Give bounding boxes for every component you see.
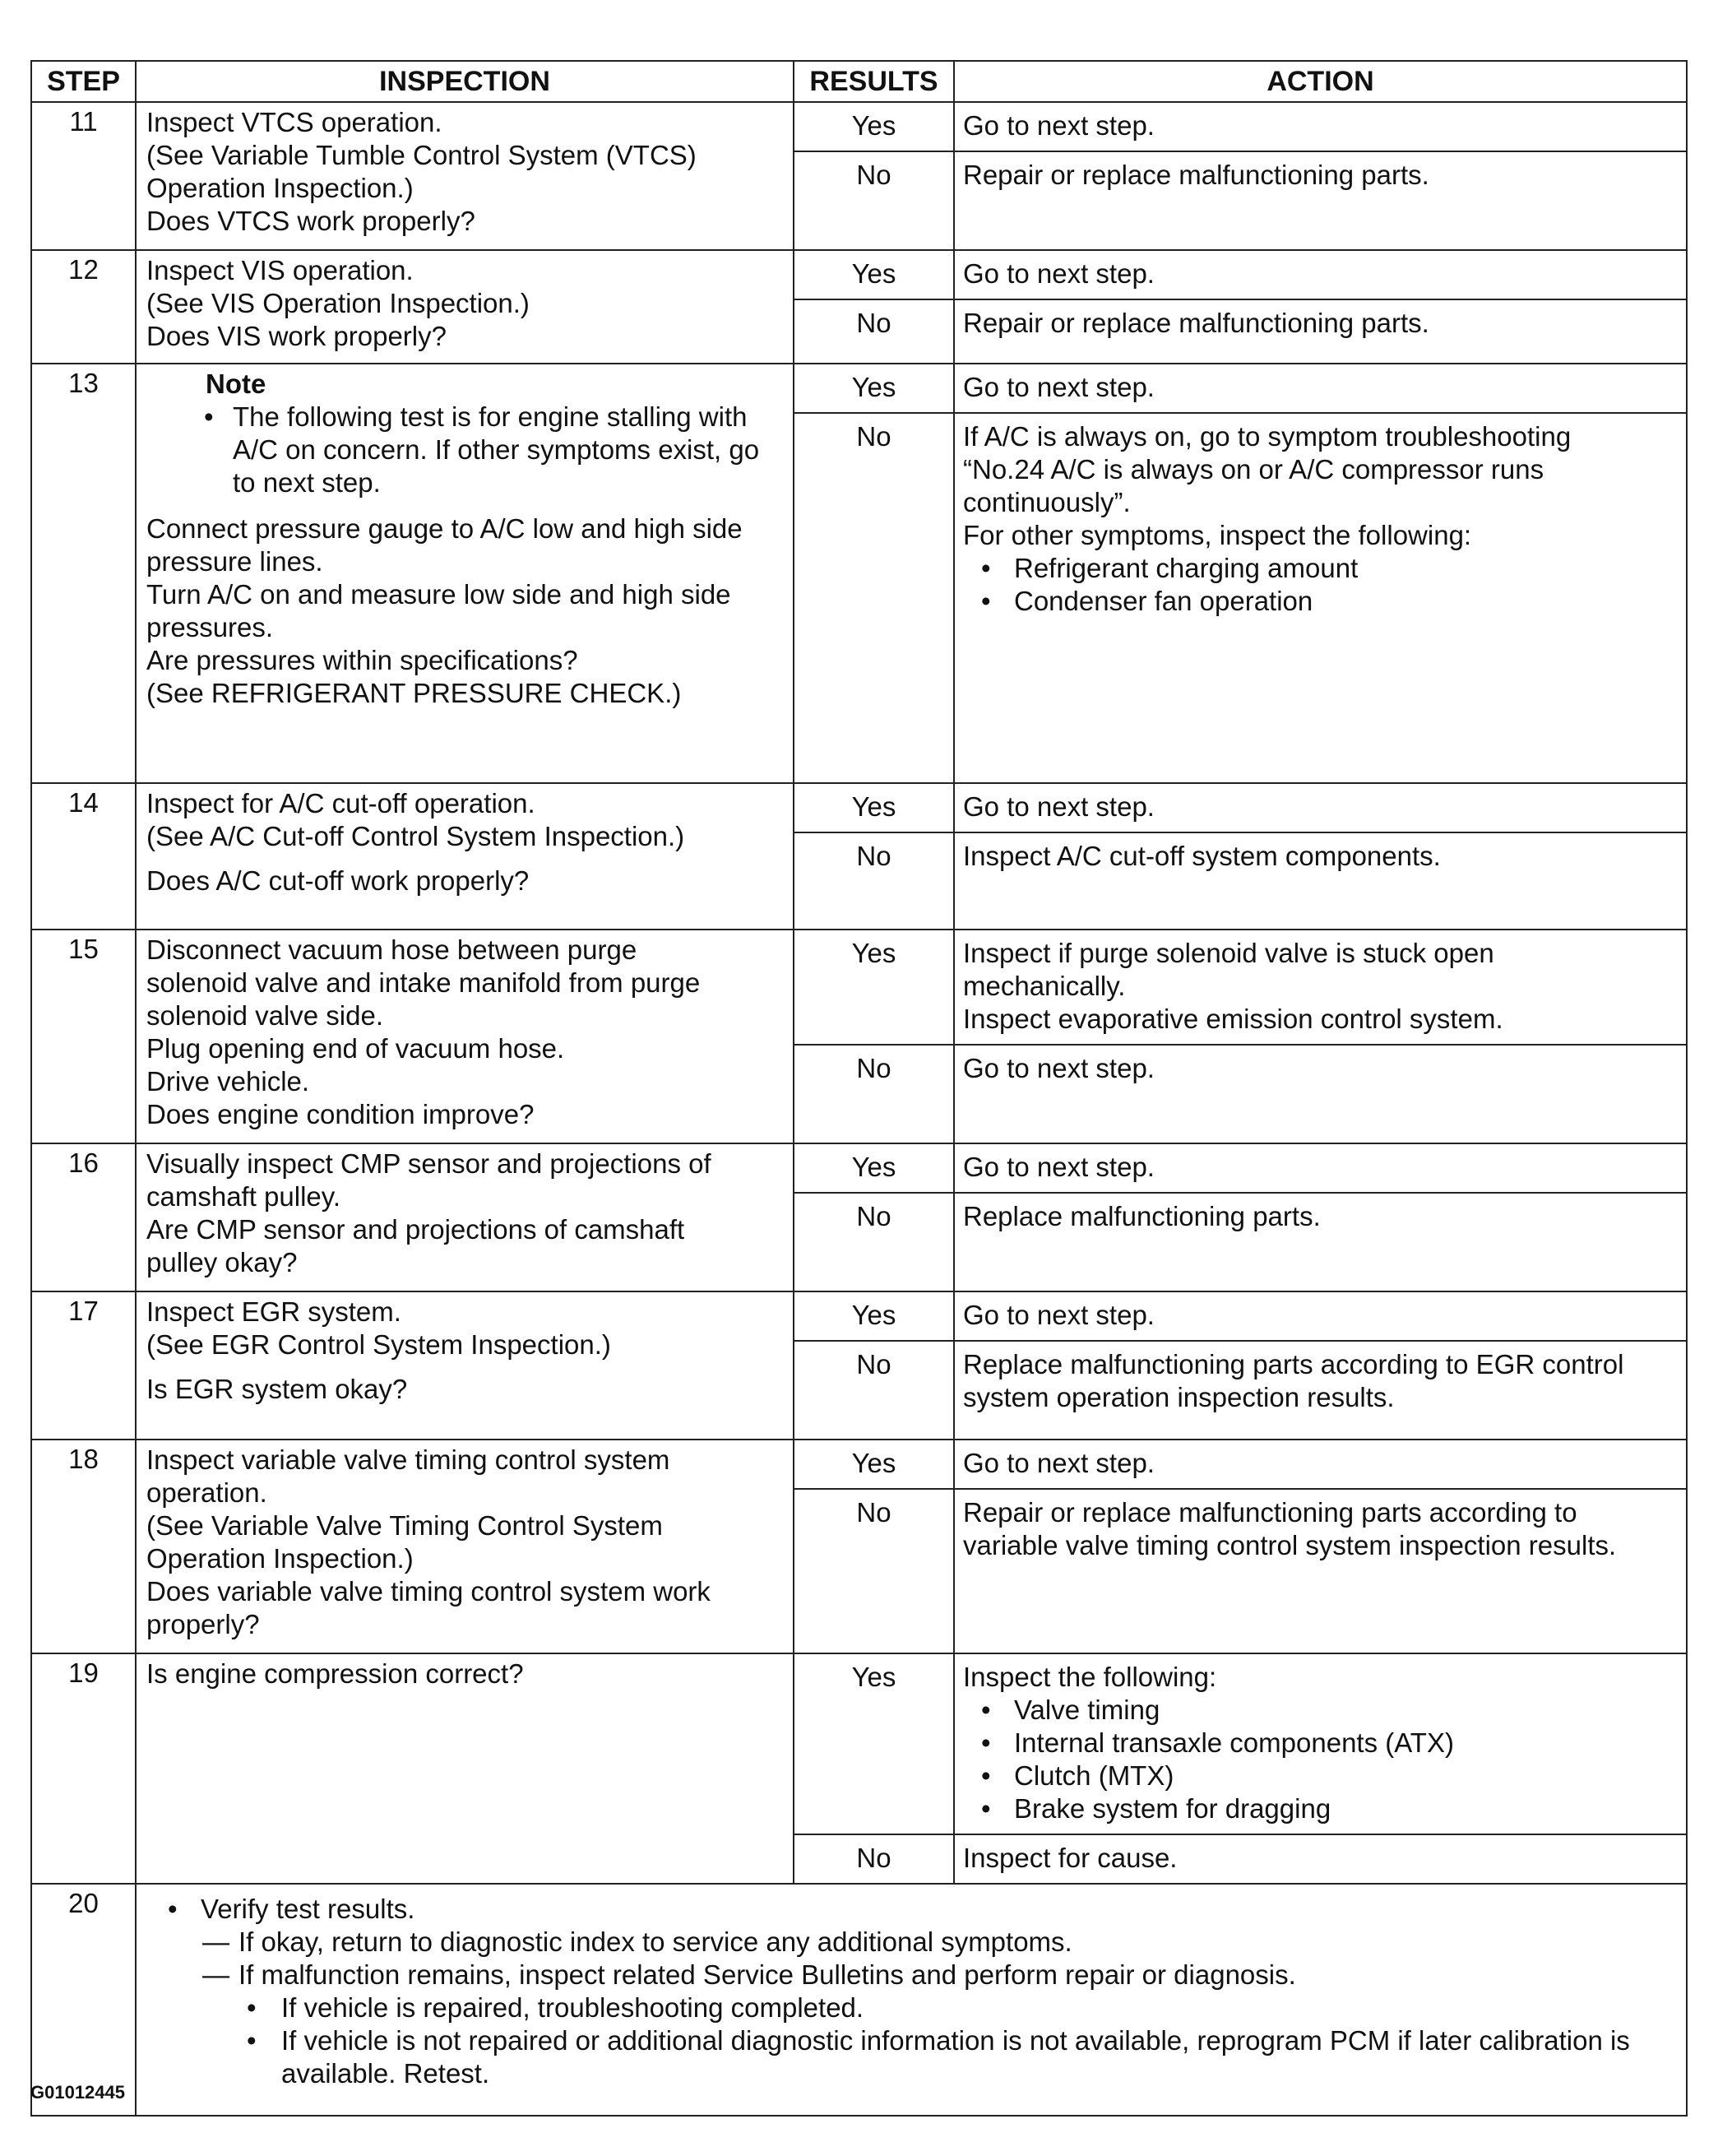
result-yes: Yes (794, 1143, 954, 1193)
result-no: No (794, 832, 954, 930)
action-line: If A/C is always on, go to symptom troubleshooting (963, 421, 1572, 452)
action-no: Inspect A/C cut-off system components. (954, 832, 1687, 930)
step-number: 20 (31, 1884, 136, 2116)
figure-reference: G01012445 (30, 2082, 125, 2103)
action-bullet: • Brake system for dragging (963, 1792, 1678, 1825)
inspection-line: Is engine compression correct? (146, 1658, 524, 1689)
action-no: Go to next step. (954, 1045, 1687, 1143)
result-no: No (794, 151, 954, 250)
action-bullet: • Valve timing (963, 1694, 1678, 1727)
inspection-line: Operation Inspection.) (146, 1543, 414, 1574)
final-dash: — If okay, return to diagnostic index to service any additional symptoms. (148, 1926, 1674, 1959)
inspection-line: Does variable valve timing control system work (146, 1576, 711, 1607)
result-no: No (794, 1193, 954, 1291)
inspection-line: (See Variable Tumble Control System (VTCS) (146, 140, 697, 170)
action-no: Replace malfunctioning parts. (954, 1193, 1687, 1291)
inspection-line: Are pressures within specifications? (146, 645, 578, 675)
action-line: “No.24 A/C is always on or A/C compressor runs (963, 454, 1544, 485)
action-yes (954, 1653, 1687, 1834)
inspection-line: operation. (146, 1477, 267, 1508)
result-yes: Yes (794, 1440, 954, 1489)
inspection-line: Disconnect vacuum hose between purge (146, 934, 637, 965)
result-yes: Yes (794, 250, 954, 299)
inspection-line: (See A/C Cut-off Control System Inspection.) (146, 821, 685, 851)
inspection-cell (136, 250, 794, 364)
action-yes: Go to next step. (954, 1440, 1687, 1489)
inspection-line: (See VIS Operation Inspection.) (146, 288, 530, 318)
inspection-line: (See EGR Control System Inspection.) (146, 1329, 611, 1360)
result-yes: Yes (794, 102, 954, 151)
table-row (31, 250, 1687, 299)
action-line: system operation inspection results. (963, 1382, 1395, 1412)
step-number: 11 (31, 102, 136, 250)
inspection-cell (136, 364, 794, 783)
action-yes: Go to next step. (954, 1291, 1687, 1341)
inspection-cell (136, 1440, 794, 1653)
action-no: Repair or replace malfunctioning parts. (954, 299, 1687, 364)
action-bullet: • Internal transaxle components (ATX) (963, 1727, 1678, 1760)
table-row (31, 1884, 1687, 2116)
action-yes: Go to next step. (954, 250, 1687, 299)
final-sub-bullet: • If vehicle is repaired, troubleshooting completed. (148, 1991, 1674, 2024)
inspection-line: Does VTCS work properly? (146, 206, 475, 236)
step-number: 19 (31, 1653, 136, 1884)
inspection-line: Inspect VIS operation. (146, 255, 414, 285)
step-number: 12 (31, 250, 136, 364)
inspection-line: Does A/C cut-off work properly? (146, 865, 530, 896)
inspection-line: Does VIS work properly? (146, 321, 447, 351)
action-line: continuously”. (963, 487, 1131, 517)
action-line: variable valve timing control system inspection results. (963, 1530, 1617, 1560)
inspection-line: (See Variable Valve Timing Control System (146, 1510, 663, 1541)
table-row (31, 1653, 1687, 1834)
header-inspection: INSPECTION (136, 61, 794, 102)
inspection-line: Is EGR system okay? (146, 1374, 408, 1404)
inspection-line: Turn A/C on and measure low side and high side pressures. (146, 579, 739, 642)
inspection-cell (136, 1143, 794, 1291)
action-no: Repair or replace malfunctioning parts. (954, 151, 1687, 250)
inspection-line: Are CMP sensor and projections of camshaft (146, 1214, 685, 1245)
inspection-line: Drive vehicle. (146, 1066, 310, 1097)
header-results: RESULTS (794, 61, 954, 102)
table-row (31, 1143, 1687, 1193)
header-step: STEP (31, 61, 136, 102)
inspection-line: camshaft pulley. (146, 1181, 340, 1212)
inspection-cell (136, 930, 794, 1143)
table-row (31, 1440, 1687, 1489)
action-line: mechanically. (963, 971, 1126, 1001)
result-no: No (794, 1489, 954, 1653)
inspection-cell (136, 1653, 794, 1884)
action-bullet: • Condenser fan operation (963, 585, 1678, 618)
inspection-line: Visually inspect CMP sensor and projections of (146, 1148, 711, 1179)
table-row (31, 102, 1687, 151)
step-number: 18 (31, 1440, 136, 1653)
diagnostic-table (30, 60, 1688, 2117)
inspection-line: (See REFRIGERANT PRESSURE CHECK.) (146, 678, 682, 708)
result-no: No (794, 299, 954, 364)
result-yes: Yes (794, 783, 954, 832)
step-number: 16 (31, 1143, 136, 1291)
inspection-line: Plug opening end of vacuum hose. (146, 1033, 565, 1064)
diagnostic-sheet (30, 60, 1686, 2117)
result-no: No (794, 1834, 954, 1884)
inspection-cell (136, 102, 794, 250)
step-number: 17 (31, 1291, 136, 1440)
table-row (31, 364, 1687, 413)
inspection-line: Operation Inspection.) (146, 173, 414, 203)
final-sub-bullet: • If vehicle is not repaired or additional diagnostic information is not available, reprogram PCM if later calibration is available. Retest. (148, 2024, 1674, 2090)
table-row (31, 1291, 1687, 1341)
action-line: Inspect the following: (963, 1662, 1217, 1692)
inspection-line: Inspect variable valve timing control system (146, 1444, 670, 1475)
inspection-line: solenoid valve and intake manifold from purge (146, 967, 701, 998)
final-bullet: • Verify test results. (148, 1893, 1674, 1926)
inspection-cell (136, 1291, 794, 1440)
inspection-line: Inspect VTCS operation. (146, 107, 442, 137)
result-yes: Yes (794, 930, 954, 1045)
inspection-line: pulley okay? (146, 1247, 298, 1277)
inspection-line: Connect pressure gauge to A/C low and high side pressure lines. (146, 513, 750, 577)
note-item: • The following test is for engine stalling with A/C on concern. If other symptoms exist, go to next step. (146, 401, 783, 499)
header-action: ACTION (954, 61, 1687, 102)
result-no: No (794, 1341, 954, 1440)
result-yes: Yes (794, 1653, 954, 1834)
action-line: For other symptoms, inspect the following: (963, 520, 1472, 550)
action-yes: Go to next step. (954, 783, 1687, 832)
inspection-line: Inspect for A/C cut-off operation. (146, 788, 535, 818)
inspection-line: solenoid valve side. (146, 1000, 384, 1031)
action-yes: Go to next step. (954, 1143, 1687, 1193)
action-line: Repair or replace malfunctioning parts according to (963, 1497, 1577, 1528)
final-step-cell (136, 1884, 1687, 2116)
action-bullet: • Clutch (MTX) (963, 1760, 1678, 1792)
action-bullet: • Refrigerant charging amount (963, 552, 1678, 585)
step-number: 15 (31, 930, 136, 1143)
inspection-cell (136, 783, 794, 930)
table-row (31, 783, 1687, 832)
inspection-line: properly? (146, 1609, 260, 1639)
note-title: Note (206, 369, 266, 399)
result-yes: Yes (794, 364, 954, 413)
action-no (954, 413, 1687, 783)
final-dash: — If malfunction remains, inspect related Service Bulletins and perform repair or diagnosis. (148, 1959, 1674, 1991)
action-line: Replace malfunctioning parts according to EGR control (963, 1349, 1624, 1379)
table-header-row (31, 61, 1687, 102)
inspection-line: Does engine condition improve? (146, 1099, 535, 1129)
inspection-line: Inspect EGR system. (146, 1296, 401, 1327)
table-row (31, 930, 1687, 1045)
action-no (954, 1489, 1687, 1653)
action-yes (954, 930, 1687, 1045)
action-line: Inspect if purge solenoid valve is stuck open (963, 938, 1494, 968)
result-no: No (794, 1045, 954, 1143)
action-no (954, 1341, 1687, 1440)
action-yes: Go to next step. (954, 364, 1687, 413)
result-no: No (794, 413, 954, 783)
action-yes: Go to next step. (954, 102, 1687, 151)
step-number: 14 (31, 783, 136, 930)
action-no: Inspect for cause. (954, 1834, 1687, 1884)
action-line: Inspect evaporative emission control system. (963, 1004, 1503, 1034)
spacer (146, 499, 783, 512)
step-number: 13 (31, 364, 136, 783)
result-yes: Yes (794, 1291, 954, 1341)
